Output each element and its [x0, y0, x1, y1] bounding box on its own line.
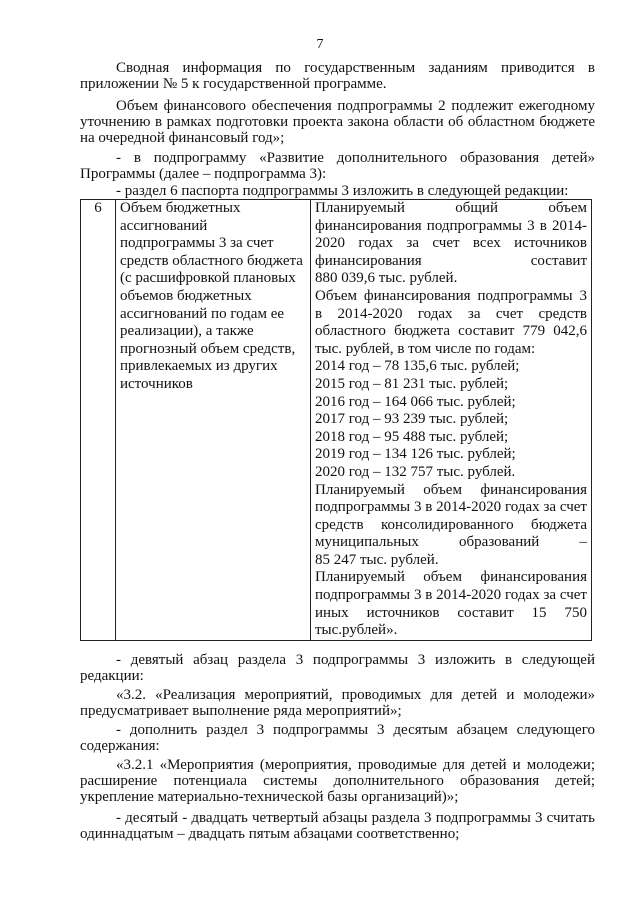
- year-line: 2016 год – 164 066 тыс. рублей;: [315, 393, 516, 410]
- after-paragraph-3: - дополнить раздел 3 подпрограммы 3 десятым абзацем следующего содержания:: [80, 722, 595, 755]
- other-sources-amount: тыс.рублей».: [315, 622, 398, 639]
- row-title-cell: Объем бюджетных ассигнований подпрограммы 3 за счет средств областного бюджета (с расшифровкой плановых объемов бюджетных ассигнований по годам ее реализации), а также прогнозный объем средств, привлекаемых из других источников: [116, 200, 311, 641]
- after-paragraph-4: «3.2.1 «Мероприятия (мероприятия, проводимые для детей и молодежи; расширение потенциала системы дополнительного образования детей; укрепление материально-технической базы организаций)»;: [80, 757, 595, 806]
- intro-paragraph-4: - раздел 6 паспорта подпрограммы 3 изложить в следующей редакции:: [116, 183, 569, 199]
- intro-paragraph-2: Объем финансового обеспечения подпрограммы 2 подлежит ежегодному уточнению в рамках подготовки проекта закона области об областном бюджете на очередной финансовый год»;: [80, 98, 595, 147]
- row-value-cell: [311, 200, 592, 641]
- intro-paragraph-3: - в подпрограмму «Развитие дополнительного образования детей» Программы (далее – подпрограмма 3):: [80, 150, 595, 183]
- after-paragraph-2: «3.2. «Реализация мероприятий, проводимых для детей и молодежи» предусматривает выполнение ряда мероприятий»;: [80, 687, 595, 720]
- after-paragraph-5: - десятый - двадцать четвертый абзацы раздела 3 подпрограммы 3 считать одиннадцатым – двадцать пятым абзацами соответственно;: [80, 810, 595, 843]
- table-row: [81, 200, 592, 641]
- total-funding-amount: 880 039,6 тыс. рублей.: [315, 270, 458, 287]
- total-funding-text: Планируемый общий объем финансирования подпрограммы 3 в 2014-2020 годах за счет всех источников финансирования составит: [315, 200, 587, 269]
- after-paragraph-1: - девятый абзац раздела 3 подпрограммы 3 изложить в следующей редакции:: [80, 652, 595, 685]
- year-line: 2018 год – 95 488 тыс. рублей;: [315, 428, 509, 445]
- municipal-budget-text: Планируемый объем финансирования подпрограммы 3 в 2014-2020 годах за счет средств консолидированного бюджета муниципальных образований –: [315, 481, 587, 551]
- passport-table: [80, 199, 592, 641]
- municipal-budget-amount: 85 247 тыс. рублей.: [315, 551, 439, 568]
- other-sources-text: Планируемый объем финансирования подпрограммы 3 в 2014-2020 годах за счет иных источников составит 15 750: [315, 569, 587, 621]
- year-line: 2014 год – 78 135,6 тыс. рублей;: [315, 358, 520, 375]
- year-line: 2017 год – 93 239 тыс. рублей;: [315, 411, 509, 428]
- year-line: 2020 год – 132 757 тыс. рублей.: [315, 463, 516, 480]
- year-line: 2019 год – 134 126 тыс. рублей;: [315, 446, 516, 463]
- year-line: 2015 год – 81 231 тыс. рублей;: [315, 375, 509, 392]
- row-number-cell: 6: [81, 200, 116, 641]
- regional-budget-text: Объем финансирования подпрограммы 3 в 2014-2020 годах за счет средств областного бюджета составит 779 042,6 тыс. рублей, в том числе по годам:: [315, 287, 587, 357]
- page-number: 7: [316, 37, 324, 52]
- intro-paragraph-1: Сводная информация по государственным заданиям приводится в приложении № 5 к государственной программе.: [80, 60, 595, 93]
